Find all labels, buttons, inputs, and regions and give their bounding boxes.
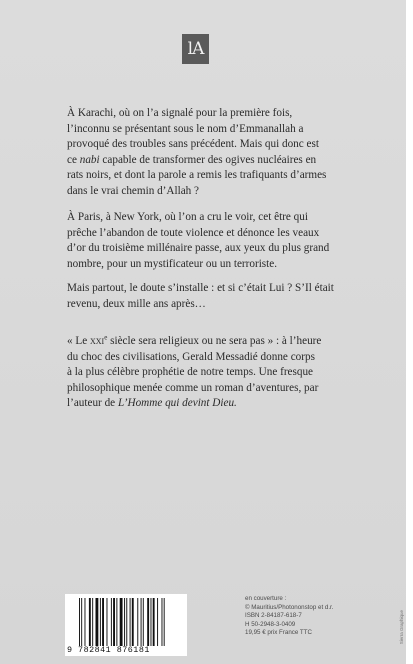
- barcode-bar: [100, 598, 101, 646]
- credit-line: en couverture :: [245, 595, 287, 602]
- code-line: H 50-2948-3-0409: [245, 620, 296, 628]
- text-line: provoqué des troubles sans précédent. Mais qui donc est: [67, 138, 319, 151]
- barcode-bar: [120, 598, 123, 646]
- barcode-bar: [124, 598, 125, 646]
- text-line: du choc des civilisations, Gerald Messadié donne corps: [67, 350, 315, 363]
- barcode-bar: [137, 598, 138, 646]
- barcode-bar: [85, 598, 86, 646]
- text-line: rats noirs, et dont la parole a remis les trafiquants d’armes: [67, 169, 327, 182]
- barcode-bar: [107, 598, 108, 646]
- text-span: « Le: [67, 335, 88, 347]
- paragraph-doubt: [67, 281, 372, 312]
- barcode-number: 9 782841 876181: [67, 645, 150, 655]
- text-line: Mais partout, le doute s’installe : et si c’était Lui ? S’Il était: [67, 282, 334, 294]
- isbn-line: ISBN 2-84187-618-7: [245, 612, 302, 620]
- nabi-word: nabi: [79, 153, 100, 166]
- barcode-bar: [162, 598, 163, 646]
- text-line: [67, 334, 372, 350]
- page-edge: [406, 0, 413, 664]
- book-title: L’Homme qui devint Dieu.: [117, 397, 237, 410]
- text-line: prêche l’abandon de toute violence et dénonce les veaux: [67, 226, 320, 239]
- text-line: [67, 396, 372, 412]
- credit-line: © Mauritius/Photononstop et d.r.: [245, 603, 334, 611]
- barcode-bar: [113, 598, 115, 646]
- barcode-bar: [79, 598, 80, 646]
- paragraph-paris: [67, 210, 372, 272]
- text-line: À Paris, à New York, où l’on a cru le voir, cet être qui: [67, 211, 308, 223]
- barcode-bar: [147, 598, 149, 646]
- century-number: xxi: [90, 335, 105, 347]
- paragraph-karachi: [67, 106, 372, 200]
- text-line: d’or du troisième millénaire passe, aux yeux du plus grand: [67, 242, 330, 255]
- text-span: ce: [67, 153, 77, 166]
- publisher-logo-text: lA: [187, 39, 204, 59]
- text-span: siècle sera religieux ou ne sera pas » : à l’heure: [110, 335, 322, 347]
- barcode-bar: [164, 598, 165, 646]
- barcode-icon: [79, 598, 177, 646]
- barcode-bar: [116, 598, 117, 646]
- text-line: [67, 153, 372, 169]
- barcode-bar: [130, 598, 131, 646]
- text-line: l’inconnu se présentant sous le nom d’Emmanallah a: [67, 122, 304, 135]
- barcode-bar: [153, 598, 155, 646]
- text-line: À Karachi, où on l’a signalé pour la première fois,: [67, 107, 293, 119]
- text-line: philosophique menée comme un roman d’aventures, par: [67, 381, 319, 394]
- publisher-logo: [182, 34, 209, 64]
- text-line: à la plus célèbre prophétie de notre temps. Une fresque: [67, 366, 314, 379]
- text-line: revenu, deux mille ans après…: [67, 297, 206, 310]
- barcode-bar: [96, 598, 99, 646]
- isbn-barcode: [65, 594, 187, 656]
- barcode-bar: [157, 598, 158, 646]
- side-note: Sierra Graphique: [399, 610, 404, 645]
- text-span: l’auteur de: [67, 397, 116, 410]
- text-span: capable de transformer des ogives nucléaires en: [102, 153, 317, 166]
- barcode-bar: [141, 598, 142, 646]
- barcode-bar: [132, 598, 134, 646]
- barcode-bar: [126, 598, 127, 646]
- text-line: dans le vrai chemin d’Allah ?: [67, 184, 200, 197]
- barcode-bar: [92, 598, 93, 646]
- text-line: nombre, pour un mystificateur ou un terroriste.: [67, 257, 278, 270]
- barcode-bar: [81, 598, 82, 646]
- paragraph-quote: [67, 334, 372, 412]
- barcode-bar: [102, 598, 104, 646]
- century-superscript: e: [104, 333, 108, 342]
- barcode-bar: [151, 598, 152, 646]
- barcode-bar: [89, 598, 91, 646]
- barcode-bar: [111, 598, 112, 646]
- credits-block: [245, 595, 395, 638]
- price-line: 19,95 € prix France TTC: [245, 629, 312, 637]
- barcode-bar: [143, 598, 144, 646]
